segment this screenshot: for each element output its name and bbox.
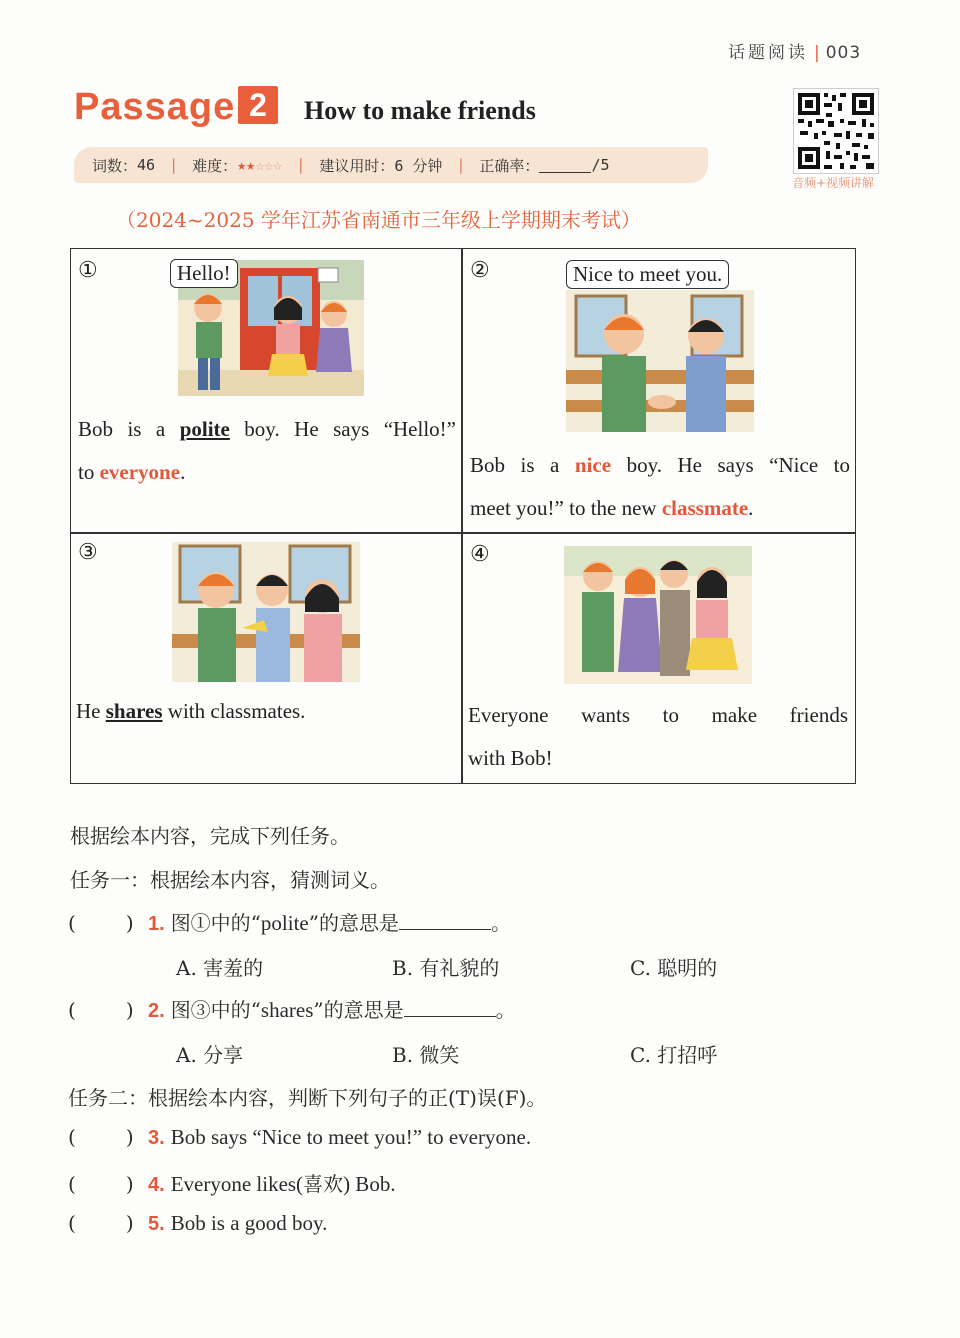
qr-code-icon[interactable] bbox=[793, 88, 879, 174]
accuracy-blank[interactable] bbox=[539, 158, 591, 173]
question-text: ”的意思是 bbox=[308, 911, 399, 935]
panel-4-text bbox=[468, 694, 848, 780]
panel-1-text bbox=[78, 408, 456, 494]
panel-number: ① bbox=[78, 258, 98, 283]
speech-bubble: Hello! bbox=[170, 259, 238, 288]
panel-3-text bbox=[76, 690, 456, 733]
passage-label: Passage bbox=[74, 86, 236, 128]
answer-paren[interactable] bbox=[68, 1172, 148, 1196]
instruction-intro: 根据绘本内容，完成下列任务。 bbox=[70, 824, 350, 848]
text-run: with Bob! bbox=[468, 746, 553, 770]
answer-blank[interactable] bbox=[399, 911, 491, 930]
question-text: 图③中的“ bbox=[170, 998, 261, 1022]
option-a[interactable]: A. 害羞的 bbox=[176, 956, 264, 980]
text-run: Bob is a bbox=[470, 453, 575, 477]
answer-paren[interactable] bbox=[68, 911, 148, 935]
question-text: 图①中的“ bbox=[170, 911, 261, 935]
source-note: （2024~2025 学年江苏省南通市三年级上学期期末考试） bbox=[116, 208, 641, 232]
text-run: boy. He says “Hello!” bbox=[229, 417, 456, 441]
separator: | bbox=[456, 156, 466, 174]
task-1-heading: 任务一：根据绘本内容，猜测词义。 bbox=[70, 868, 390, 892]
keyword-shares: shares bbox=[105, 699, 163, 723]
option-c[interactable]: C. 聪明的 bbox=[630, 956, 718, 980]
page-number: 003 bbox=[825, 43, 862, 63]
question-5 bbox=[68, 1211, 327, 1236]
question-number: 2. bbox=[148, 1000, 165, 1022]
panel-3-illustration bbox=[172, 542, 360, 682]
question-text: ”的意思是 bbox=[313, 998, 404, 1022]
time-value: 6 分钟 bbox=[394, 156, 443, 175]
paren-close: ) bbox=[125, 1172, 134, 1196]
keyword-polite: polite bbox=[179, 417, 230, 441]
question-3 bbox=[68, 1125, 531, 1150]
running-head bbox=[728, 38, 861, 63]
answer-blank[interactable] bbox=[404, 998, 496, 1017]
task-2-heading: 任务二：根据绘本内容，判断下列句子的正(T)误(F)。 bbox=[68, 1086, 547, 1110]
question-text: Bob says “Nice to meet you!” to everyone. bbox=[170, 1125, 532, 1149]
star-filled-icon: ★ bbox=[237, 156, 247, 174]
question-text: 。 bbox=[495, 998, 516, 1022]
time-label: 建议用时： bbox=[319, 156, 395, 175]
question-2 bbox=[68, 994, 516, 1023]
text-run: boy. He says “Nice to bbox=[611, 453, 850, 477]
paren-close: ) bbox=[125, 998, 134, 1022]
paren-open: ( bbox=[68, 998, 76, 1022]
question-1 bbox=[68, 907, 511, 936]
question-number: 1. bbox=[148, 913, 165, 935]
text-run: Bob is a bbox=[78, 417, 180, 441]
difficulty-label: 难度： bbox=[192, 156, 238, 175]
star-empty-icon: ☆ bbox=[273, 156, 283, 174]
separator: | bbox=[169, 156, 179, 174]
panel-2-illustration bbox=[566, 290, 754, 432]
star-empty-icon: ☆ bbox=[264, 156, 274, 174]
question-number: 5. bbox=[148, 1213, 165, 1235]
answer-paren[interactable] bbox=[68, 998, 148, 1022]
question-text: Everyone likes( bbox=[170, 1172, 304, 1196]
paren-open: ( bbox=[68, 911, 76, 935]
word-count: 46 bbox=[137, 156, 156, 174]
panel-number: ② bbox=[470, 258, 490, 283]
accuracy-total: /5 bbox=[591, 156, 610, 174]
option-b[interactable]: B. 有礼貌的 bbox=[392, 956, 500, 980]
text-run: He bbox=[76, 699, 106, 723]
option-b[interactable]: B. 微笑 bbox=[392, 1043, 460, 1067]
text-run: meet you!” to the new bbox=[470, 496, 662, 520]
separator: | bbox=[296, 156, 306, 174]
paren-open: ( bbox=[68, 1172, 76, 1196]
paren-close: ) bbox=[125, 1211, 134, 1235]
panel-2-text bbox=[470, 444, 850, 530]
question-gloss: 喜欢 bbox=[303, 1172, 344, 1196]
star-filled-icon: ★ bbox=[246, 156, 256, 174]
word-count-label: 词数： bbox=[92, 156, 138, 175]
question-number: 3. bbox=[148, 1127, 165, 1149]
paren-close: ) bbox=[125, 1125, 134, 1149]
answer-paren[interactable] bbox=[68, 1125, 148, 1149]
text-run: . bbox=[748, 496, 754, 520]
text-run: . bbox=[180, 460, 186, 484]
qr-caption: 音频+视频讲解 bbox=[792, 176, 875, 190]
text-run: Everyone wants to make friends bbox=[468, 703, 848, 727]
paren-open: ( bbox=[68, 1211, 76, 1235]
difficulty-stars bbox=[237, 156, 282, 174]
question-text: 。 bbox=[490, 911, 511, 935]
keyword-nice: nice bbox=[574, 453, 612, 477]
grid-divider-horizontal bbox=[70, 532, 856, 534]
divider: | bbox=[814, 43, 820, 63]
answer-paren[interactable] bbox=[68, 1211, 148, 1235]
paren-open: ( bbox=[68, 1125, 76, 1149]
text-run: to bbox=[78, 460, 100, 484]
panel-4-illustration bbox=[564, 546, 752, 684]
question-word: shares bbox=[260, 998, 314, 1022]
option-c[interactable]: C. 打招呼 bbox=[630, 1043, 718, 1067]
keyword-everyone: everyone bbox=[99, 460, 181, 484]
question-text: ) Bob. bbox=[343, 1172, 396, 1196]
question-4 bbox=[68, 1168, 396, 1197]
option-a[interactable]: A. 分享 bbox=[176, 1043, 244, 1067]
question-text: Bob is a good boy. bbox=[170, 1211, 328, 1235]
keyword-classmate: classmate bbox=[661, 496, 749, 520]
speech-bubble: Nice to meet you. bbox=[566, 260, 729, 289]
question-number: 4. bbox=[148, 1174, 165, 1196]
text-run: with classmates. bbox=[162, 699, 306, 723]
passage-title: How to make friends bbox=[304, 96, 536, 125]
accuracy-label: 正确率： bbox=[479, 156, 540, 175]
star-empty-icon: ☆ bbox=[255, 156, 265, 174]
section-title: 话题阅读 bbox=[728, 43, 808, 63]
question-word: polite bbox=[260, 911, 309, 935]
passage-number: 2 bbox=[238, 86, 278, 124]
grid-divider-vertical bbox=[461, 248, 463, 784]
panel-number: ④ bbox=[470, 542, 490, 567]
info-bar bbox=[74, 147, 708, 183]
paren-close: ) bbox=[125, 911, 134, 935]
panel-number: ③ bbox=[78, 540, 98, 565]
